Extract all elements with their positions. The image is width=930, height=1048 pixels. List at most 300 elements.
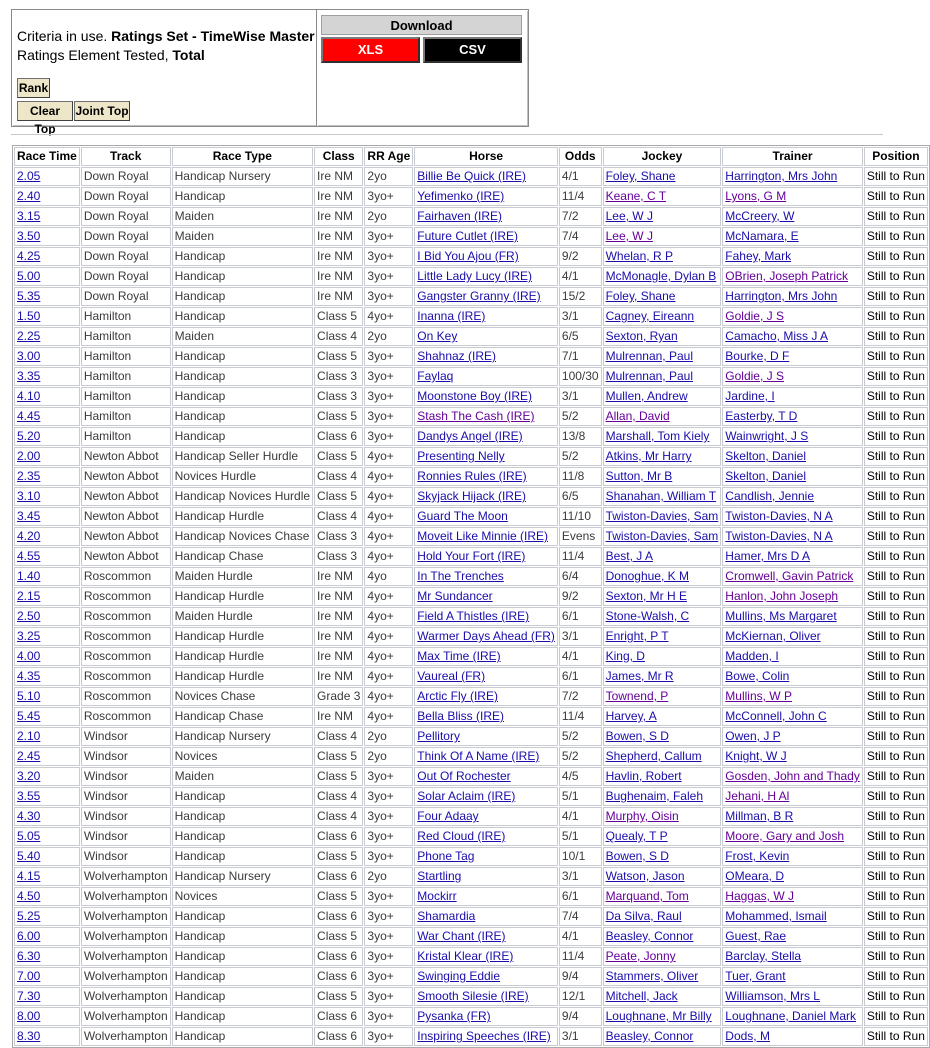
cell-trainer bbox=[722, 1027, 863, 1046]
cell-rr-age: 3yo+ bbox=[364, 947, 413, 966]
trainer-link[interactable]: Guest, Rae bbox=[725, 929, 786, 943]
jockey-link[interactable]: Foley, Shane bbox=[605, 169, 676, 183]
race-time-link[interactable]: 2.40 bbox=[17, 189, 41, 203]
jockey-link[interactable]: Twiston-Davies, Sam bbox=[605, 509, 719, 523]
trainer-link[interactable]: Easterby, T D bbox=[725, 409, 798, 423]
trainer-link[interactable]: Dods, M bbox=[725, 1029, 770, 1043]
cell-position: Still to Run bbox=[864, 287, 928, 306]
race-time-link[interactable]: 4.55 bbox=[17, 549, 41, 563]
horse-link[interactable]: Think Of A Name (IRE) bbox=[417, 749, 540, 763]
cell-odds: 9/4 bbox=[559, 967, 602, 986]
race-time-link[interactable]: 3.00 bbox=[17, 349, 41, 363]
cell-class: Class 6 bbox=[314, 427, 363, 446]
cell-race-time bbox=[14, 667, 80, 686]
horse-link[interactable]: Moveit Like Minnie (IRE) bbox=[417, 529, 549, 543]
trainer-link[interactable]: Jehani, H Al bbox=[725, 789, 790, 803]
jockey-link[interactable]: Mullen, Andrew bbox=[605, 389, 688, 403]
race-time-link[interactable]: 7.00 bbox=[17, 969, 41, 983]
race-time-link[interactable]: 5.10 bbox=[17, 689, 41, 703]
cell-odds: 11/4 bbox=[559, 187, 602, 206]
trainer-link[interactable]: Mohammed, Ismail bbox=[725, 909, 827, 923]
race-time-link[interactable]: 3.15 bbox=[17, 209, 41, 223]
cell-race-time bbox=[14, 827, 80, 846]
cell-horse bbox=[414, 167, 558, 186]
race-time-link[interactable]: 4.25 bbox=[17, 249, 41, 263]
trainer-link[interactable]: Bourke, D F bbox=[725, 349, 790, 363]
trainer-link[interactable]: McNamara, E bbox=[725, 229, 799, 243]
horse-link[interactable]: Inanna (IRE) bbox=[417, 309, 486, 323]
race-time-link[interactable]: 2.10 bbox=[17, 729, 41, 743]
cell-trainer bbox=[722, 967, 863, 986]
horse-link[interactable]: Stash The Cash (IRE) bbox=[417, 409, 535, 423]
jockey-link[interactable]: Donoghue, K M bbox=[605, 569, 689, 583]
cell-class: Grade 3 bbox=[314, 687, 363, 706]
race-time-link[interactable]: 4.45 bbox=[17, 409, 41, 423]
horse-link[interactable]: Moonstone Boy (IRE) bbox=[417, 389, 533, 403]
trainer-link[interactable]: Harrington, Mrs John bbox=[725, 169, 838, 183]
jockey-link[interactable]: Townend, P bbox=[605, 689, 669, 703]
joint-top-button[interactable]: Joint Top bbox=[74, 101, 130, 121]
cell-odds: 7/2 bbox=[559, 207, 602, 226]
trainer-link[interactable]: Skelton, Daniel bbox=[725, 469, 807, 483]
horse-link[interactable]: War Chant (IRE) bbox=[417, 929, 506, 943]
horse-link[interactable]: Gangster Granny (IRE) bbox=[417, 289, 541, 303]
jockey-link[interactable]: Atkins, Mr Harry bbox=[605, 449, 692, 463]
race-time-link[interactable]: 3.45 bbox=[17, 509, 41, 523]
race-time-link[interactable]: 5.40 bbox=[17, 849, 41, 863]
jockey-link[interactable]: Harvey, A bbox=[605, 709, 657, 723]
cell-track: Roscommon bbox=[81, 667, 171, 686]
horse-link[interactable]: Max Time (IRE) bbox=[417, 649, 501, 663]
cell-horse bbox=[414, 807, 558, 826]
cell-race-type: Handicap bbox=[172, 787, 313, 806]
trainer-link[interactable]: Twiston-Davies, N A bbox=[725, 529, 833, 543]
cell-position: Still to Run bbox=[864, 847, 928, 866]
race-time-link[interactable]: 4.20 bbox=[17, 529, 41, 543]
race-time-link[interactable]: 5.00 bbox=[17, 269, 41, 283]
jockey-link[interactable]: Shepherd, Callum bbox=[605, 749, 702, 763]
jockey-link[interactable]: Bughenaim, Faleh bbox=[605, 789, 703, 803]
trainer-link[interactable]: Moore, Gary and Josh bbox=[725, 829, 845, 843]
race-time-link[interactable]: 1.40 bbox=[17, 569, 41, 583]
cell-position: Still to Run bbox=[864, 567, 928, 586]
trainer-link[interactable]: Fahey, Mark bbox=[725, 249, 792, 263]
horse-link[interactable]: Mr Sundancer bbox=[417, 589, 493, 603]
cell-jockey bbox=[603, 767, 722, 786]
cell-jockey bbox=[603, 987, 722, 1006]
horse-link[interactable]: Warmer Days Ahead (FR) bbox=[417, 629, 555, 643]
cell-trainer bbox=[722, 567, 863, 586]
cell-odds: 5/2 bbox=[559, 407, 602, 426]
cell-position: Still to Run bbox=[864, 907, 928, 926]
table-row bbox=[14, 947, 928, 966]
cell-class: Class 6 bbox=[314, 967, 363, 986]
horse-link[interactable]: Ronnies Rules (IRE) bbox=[417, 469, 527, 483]
trainer-link[interactable]: Frost, Kevin bbox=[725, 849, 790, 863]
horse-link[interactable]: Hold Your Fort (IRE) bbox=[417, 549, 526, 563]
cell-trainer bbox=[722, 407, 863, 426]
horse-link[interactable]: In The Trenches bbox=[417, 569, 504, 583]
cell-odds: 9/2 bbox=[559, 247, 602, 266]
race-time-link[interactable]: 2.45 bbox=[17, 749, 41, 763]
trainer-link[interactable]: Hamer, Mrs D A bbox=[725, 549, 810, 563]
cell-race-time bbox=[14, 867, 80, 886]
jockey-link[interactable]: Sexton, Ryan bbox=[605, 329, 678, 343]
jockey-link[interactable]: Lee, W J bbox=[605, 209, 653, 223]
jockey-link[interactable]: Best, J A bbox=[605, 549, 653, 563]
table-row bbox=[14, 427, 928, 446]
table-row bbox=[14, 907, 928, 926]
cell-horse bbox=[414, 867, 558, 886]
cell-class: Class 5 bbox=[314, 847, 363, 866]
race-time-link[interactable]: 4.30 bbox=[17, 809, 41, 823]
trainer-link[interactable]: Cromwell, Gavin Patrick bbox=[725, 569, 854, 583]
cell-jockey bbox=[603, 287, 722, 306]
trainer-link[interactable]: Candlish, Jennie bbox=[725, 489, 815, 503]
trainer-link[interactable]: McCreery, W bbox=[725, 209, 795, 223]
race-time-link[interactable]: 2.50 bbox=[17, 609, 41, 623]
race-time-link[interactable]: 6.00 bbox=[17, 929, 41, 943]
cell-odds: 7/4 bbox=[559, 227, 602, 246]
jockey-link[interactable]: Havlin, Robert bbox=[605, 769, 682, 783]
race-time-link[interactable]: 2.25 bbox=[17, 329, 41, 343]
cell-odds: 3/1 bbox=[559, 1027, 602, 1046]
cell-horse bbox=[414, 767, 558, 786]
cell-rr-age: 3yo+ bbox=[364, 767, 413, 786]
jockey-link[interactable]: Sutton, Mr B bbox=[605, 469, 673, 483]
cell-race-type: Handicap Novices Hurdle bbox=[172, 487, 313, 506]
jockey-link[interactable]: Twiston-Davies, Sam bbox=[605, 529, 719, 543]
horse-link[interactable]: Vaureal (FR) bbox=[417, 669, 486, 683]
cell-rr-age: 2yo bbox=[364, 207, 413, 226]
race-time-link[interactable]: 6.30 bbox=[17, 949, 41, 963]
horse-link[interactable]: Pellitory bbox=[417, 729, 460, 743]
race-time-link[interactable]: 5.45 bbox=[17, 709, 41, 723]
cell-jockey bbox=[603, 227, 722, 246]
download-csv-button[interactable]: CSV bbox=[423, 37, 522, 63]
horse-link[interactable]: Dandys Angel (IRE) bbox=[417, 429, 523, 443]
horse-link[interactable]: Faylaq bbox=[417, 369, 454, 383]
jockey-link[interactable]: Peate, Jonny bbox=[605, 949, 676, 963]
cell-horse bbox=[414, 327, 558, 346]
table-row bbox=[14, 687, 928, 706]
cell-odds: 15/2 bbox=[559, 287, 602, 306]
cell-class: Class 6 bbox=[314, 867, 363, 886]
cell-odds: 6/1 bbox=[559, 607, 602, 626]
horse-link[interactable]: Shahnaz (IRE) bbox=[417, 349, 496, 363]
race-time-link[interactable]: 3.10 bbox=[17, 489, 41, 503]
jockey-link[interactable]: Shanahan, William T bbox=[605, 489, 717, 503]
cell-jockey bbox=[603, 167, 722, 186]
horse-link[interactable]: Swinging Eddie bbox=[417, 969, 501, 983]
cell-class: Class 4 bbox=[314, 787, 363, 806]
cell-trainer bbox=[722, 427, 863, 446]
race-time-link[interactable]: 4.10 bbox=[17, 389, 41, 403]
race-time-link[interactable]: 4.35 bbox=[17, 669, 41, 683]
jockey-link[interactable]: Da Silva, Raul bbox=[605, 909, 682, 923]
cell-race-time bbox=[14, 787, 80, 806]
cell-position: Still to Run bbox=[864, 547, 928, 566]
clear-top-button[interactable]: Clear Top bbox=[17, 101, 73, 121]
jockey-link[interactable]: Bowen, S D bbox=[605, 849, 669, 863]
cell-rr-age: 3yo+ bbox=[364, 887, 413, 906]
jockey-link[interactable]: Whelan, R P bbox=[605, 249, 673, 263]
cell-position: Still to Run bbox=[864, 627, 928, 646]
jockey-link[interactable]: Watson, Jason bbox=[605, 869, 685, 883]
race-time-link[interactable]: 4.00 bbox=[17, 649, 41, 663]
trainer-link[interactable]: Goldie, J S bbox=[725, 369, 784, 383]
trainer-link[interactable]: Hanlon, John Joseph bbox=[725, 589, 839, 603]
cell-jockey bbox=[603, 247, 722, 266]
trainer-link[interactable]: Bowe, Colin bbox=[725, 669, 790, 683]
jockey-link[interactable]: James, Mr R bbox=[605, 669, 674, 683]
trainer-link[interactable]: Skelton, Daniel bbox=[725, 449, 807, 463]
trainer-link[interactable]: Millman, B R bbox=[725, 809, 794, 823]
cell-race-time bbox=[14, 227, 80, 246]
cell-race-time bbox=[14, 507, 80, 526]
trainer-link[interactable]: Mullins, Ms Margaret bbox=[725, 609, 837, 623]
cell-trainer bbox=[722, 747, 863, 766]
cell-race-time bbox=[14, 727, 80, 746]
jockey-link[interactable]: Cagney, Eireann bbox=[605, 309, 695, 323]
cell-class: Class 6 bbox=[314, 827, 363, 846]
cell-trainer bbox=[722, 987, 863, 1006]
cell-class: Class 5 bbox=[314, 927, 363, 946]
trainer-link[interactable]: Loughnane, Daniel Mark bbox=[725, 1009, 857, 1023]
cell-trainer bbox=[722, 527, 863, 546]
cell-track: Roscommon bbox=[81, 607, 171, 626]
jockey-link[interactable]: Beasley, Connor bbox=[605, 1029, 694, 1043]
rank-button[interactable]: Rank bbox=[17, 78, 50, 98]
cell-class: Class 5 bbox=[314, 447, 363, 466]
race-time-link[interactable]: 4.15 bbox=[17, 869, 41, 883]
horse-link[interactable]: Guard The Moon bbox=[417, 509, 508, 523]
cell-track: Hamilton bbox=[81, 367, 171, 386]
trainer-link[interactable]: Williamson, Mrs L bbox=[725, 989, 820, 1003]
cell-race-type: Handicap Hurdle bbox=[172, 587, 313, 606]
cell-trainer bbox=[722, 1007, 863, 1026]
header-odds: Odds bbox=[559, 147, 602, 166]
trainer-link[interactable]: Jardine, I bbox=[725, 389, 775, 403]
jockey-link[interactable]: Mulrennan, Paul bbox=[605, 349, 693, 363]
table-row bbox=[14, 727, 928, 746]
trainer-link[interactable]: Mullins, W P bbox=[725, 689, 792, 703]
cell-position: Still to Run bbox=[864, 207, 928, 226]
trainer-link[interactable]: Twiston-Davies, N A bbox=[725, 509, 833, 523]
race-time-link[interactable]: 4.50 bbox=[17, 889, 41, 903]
jockey-link[interactable]: Beasley, Connor bbox=[605, 929, 694, 943]
cell-race-type: Handicap bbox=[172, 407, 313, 426]
trainer-link[interactable]: Barclay, Stella bbox=[725, 949, 802, 963]
cell-class: Ire NM bbox=[314, 287, 363, 306]
race-time-link[interactable]: 7.30 bbox=[17, 989, 41, 1003]
table-row bbox=[14, 707, 928, 726]
horse-link[interactable]: Inspiring Speeches (IRE) bbox=[417, 1029, 551, 1043]
jockey-link[interactable]: Stone-Walsh, C bbox=[605, 609, 690, 623]
cell-trainer bbox=[722, 227, 863, 246]
trainer-link[interactable]: Wainwright, J S bbox=[725, 429, 809, 443]
horse-link[interactable]: I Bid You Ajou (FR) bbox=[417, 249, 519, 263]
horse-link[interactable]: Out Of Rochester bbox=[417, 769, 511, 783]
horse-link[interactable]: Solar Aclaim (IRE) bbox=[417, 789, 516, 803]
jockey-link[interactable]: McMonagle, Dylan B bbox=[605, 269, 717, 283]
cell-track: Windsor bbox=[81, 847, 171, 866]
jockey-link[interactable]: Sexton, Mr H E bbox=[605, 589, 687, 603]
table-row bbox=[14, 267, 928, 286]
race-time-link[interactable]: 3.55 bbox=[17, 789, 41, 803]
cell-jockey bbox=[603, 327, 722, 346]
horse-link[interactable]: Pysanka (FR) bbox=[417, 1009, 491, 1023]
race-time-link[interactable]: 2.15 bbox=[17, 589, 41, 603]
race-time-link[interactable]: 2.35 bbox=[17, 469, 41, 483]
horse-link[interactable]: Bella Bliss (IRE) bbox=[417, 709, 504, 723]
jockey-link[interactable]: Quealy, T P bbox=[605, 829, 668, 843]
race-time-link[interactable]: 5.05 bbox=[17, 829, 41, 843]
trainer-link[interactable]: Owen, J P bbox=[725, 729, 781, 743]
horse-link[interactable]: Kristal Klear (IRE) bbox=[417, 949, 514, 963]
cell-horse bbox=[414, 287, 558, 306]
cell-race-type: Handicap bbox=[172, 307, 313, 326]
trainer-link[interactable]: Goldie, J S bbox=[725, 309, 784, 323]
race-time-link[interactable]: 8.30 bbox=[17, 1029, 41, 1043]
cell-track: Hamilton bbox=[81, 307, 171, 326]
cell-trainer bbox=[722, 727, 863, 746]
cell-position: Still to Run bbox=[864, 747, 928, 766]
race-time-link[interactable]: 5.35 bbox=[17, 289, 41, 303]
cell-jockey bbox=[603, 507, 722, 526]
cell-odds: 3/1 bbox=[559, 387, 602, 406]
horse-link[interactable]: Future Cutlet (IRE) bbox=[417, 229, 518, 243]
cell-class: Ire NM bbox=[314, 587, 363, 606]
cell-track: Newton Abbot bbox=[81, 467, 171, 486]
trainer-link[interactable]: Tuer, Grant bbox=[725, 969, 786, 983]
jockey-link[interactable]: Stammers, Oliver bbox=[605, 969, 699, 983]
race-time-link[interactable]: 3.35 bbox=[17, 369, 41, 383]
cell-odds: 6/5 bbox=[559, 327, 602, 346]
table-row bbox=[14, 407, 928, 426]
cell-trainer bbox=[722, 827, 863, 846]
race-time-link[interactable]: 3.25 bbox=[17, 629, 41, 643]
cell-odds: 11/8 bbox=[559, 467, 602, 486]
jockey-link[interactable]: Marshall, Tom Kiely bbox=[605, 429, 710, 443]
horse-link[interactable]: Presenting Nelly bbox=[417, 449, 505, 463]
table-row bbox=[14, 527, 928, 546]
cell-track: Wolverhampton bbox=[81, 1007, 171, 1026]
table-row bbox=[14, 167, 928, 186]
cell-jockey bbox=[603, 387, 722, 406]
jockey-link[interactable]: Foley, Shane bbox=[605, 289, 676, 303]
jockey-link[interactable]: Bowen, S D bbox=[605, 729, 669, 743]
trainer-link[interactable]: Gosden, John and Thady bbox=[725, 769, 860, 783]
criteria-line-ratings-set: Criteria in use. Ratings Set - TimeWise Master bbox=[17, 28, 315, 44]
horse-link[interactable]: Skyjack Hijack (IRE) bbox=[417, 489, 526, 503]
cell-class: Class 6 bbox=[314, 1027, 363, 1046]
horse-link[interactable]: Startling bbox=[417, 869, 462, 883]
cell-position: Still to Run bbox=[864, 387, 928, 406]
trainer-link[interactable]: Madden, I bbox=[725, 649, 779, 663]
race-time-link[interactable]: 8.00 bbox=[17, 1009, 41, 1023]
table-row bbox=[14, 327, 928, 346]
cell-odds: 5/1 bbox=[559, 787, 602, 806]
cell-jockey bbox=[603, 467, 722, 486]
jockey-link[interactable]: Mulrennan, Paul bbox=[605, 369, 693, 383]
jockey-link[interactable]: Mitchell, Jack bbox=[605, 989, 678, 1003]
cell-race-type: Handicap bbox=[172, 987, 313, 1006]
jockey-link[interactable]: Lee, W J bbox=[605, 229, 653, 243]
horse-link[interactable]: Yefimenko (IRE) bbox=[417, 189, 505, 203]
race-time-link[interactable]: 1.50 bbox=[17, 309, 41, 323]
cell-race-type: Handicap bbox=[172, 267, 313, 286]
horse-link[interactable]: Little Lady Lucy (IRE) bbox=[417, 269, 533, 283]
cell-odds: 3/1 bbox=[559, 307, 602, 326]
cell-race-type: Handicap bbox=[172, 967, 313, 986]
trainer-link[interactable]: Knight, W J bbox=[725, 749, 787, 763]
cell-horse bbox=[414, 267, 558, 286]
jockey-link[interactable]: Keane, C T bbox=[605, 189, 667, 203]
horse-link[interactable]: Field A Thistles (IRE) bbox=[417, 609, 530, 623]
cell-position: Still to Run bbox=[864, 687, 928, 706]
cell-trainer bbox=[722, 307, 863, 326]
race-time-link[interactable]: 2.00 bbox=[17, 449, 41, 463]
horse-link[interactable]: Fairhaven (IRE) bbox=[417, 209, 502, 223]
jockey-link[interactable]: Loughnane, Mr Billy bbox=[605, 1009, 712, 1023]
horse-link[interactable]: Shamardia bbox=[417, 909, 476, 923]
cell-jockey bbox=[603, 747, 722, 766]
horse-link[interactable]: Phone Tag bbox=[417, 849, 475, 863]
race-time-link[interactable]: 5.25 bbox=[17, 909, 41, 923]
jockey-link[interactable]: Marquand, Tom bbox=[605, 889, 689, 903]
cell-class: Class 4 bbox=[314, 507, 363, 526]
race-time-link[interactable]: 2.05 bbox=[17, 169, 41, 183]
trainer-link[interactable]: Camacho, Miss J A bbox=[725, 329, 828, 343]
trainer-link[interactable]: Lyons, G M bbox=[725, 189, 787, 203]
table-row bbox=[14, 367, 928, 386]
horse-link[interactable]: Red Cloud (IRE) bbox=[417, 829, 506, 843]
race-time-link[interactable]: 5.20 bbox=[17, 429, 41, 443]
trainer-link[interactable]: Haggas, W J bbox=[725, 889, 794, 903]
cell-race-time bbox=[14, 887, 80, 906]
horse-link[interactable]: On Key bbox=[417, 329, 458, 343]
download-xls-button[interactable]: XLS bbox=[321, 37, 420, 63]
trainer-link[interactable]: McConnell, John C bbox=[725, 709, 827, 723]
trainer-link[interactable]: OBrien, Joseph Patrick bbox=[725, 269, 849, 283]
cell-track: Roscommon bbox=[81, 707, 171, 726]
cell-rr-age: 3yo+ bbox=[364, 427, 413, 446]
trainer-link[interactable]: Harrington, Mrs John bbox=[725, 289, 838, 303]
race-time-link[interactable]: 3.50 bbox=[17, 229, 41, 243]
trainer-link[interactable]: McKiernan, Oliver bbox=[725, 629, 821, 643]
cell-class: Ire NM bbox=[314, 247, 363, 266]
horse-link[interactable]: Smooth Silesie (IRE) bbox=[417, 989, 529, 1003]
horse-link[interactable]: Arctic Fly (IRE) bbox=[417, 689, 498, 703]
jockey-link[interactable]: Allan, David bbox=[605, 409, 670, 423]
jockey-link[interactable]: Murphy, Oisin bbox=[605, 809, 679, 823]
jockey-link[interactable]: King, D bbox=[605, 649, 645, 663]
horse-link[interactable]: Billie Be Quick (IRE) bbox=[417, 169, 526, 183]
horse-link[interactable]: Four Adaay bbox=[417, 809, 479, 823]
jockey-link[interactable]: Enright, P T bbox=[605, 629, 669, 643]
race-time-link[interactable]: 3.20 bbox=[17, 769, 41, 783]
cell-position: Still to Run bbox=[864, 247, 928, 266]
cell-race-time bbox=[14, 947, 80, 966]
cell-race-time bbox=[14, 987, 80, 1006]
cell-rr-age: 3yo+ bbox=[364, 1027, 413, 1046]
header-position: Position bbox=[864, 147, 928, 166]
table-row bbox=[14, 1007, 928, 1026]
trainer-link[interactable]: OMeara, D bbox=[725, 869, 784, 883]
table-body bbox=[14, 167, 928, 1046]
horse-link[interactable]: Mockirr bbox=[417, 889, 457, 903]
